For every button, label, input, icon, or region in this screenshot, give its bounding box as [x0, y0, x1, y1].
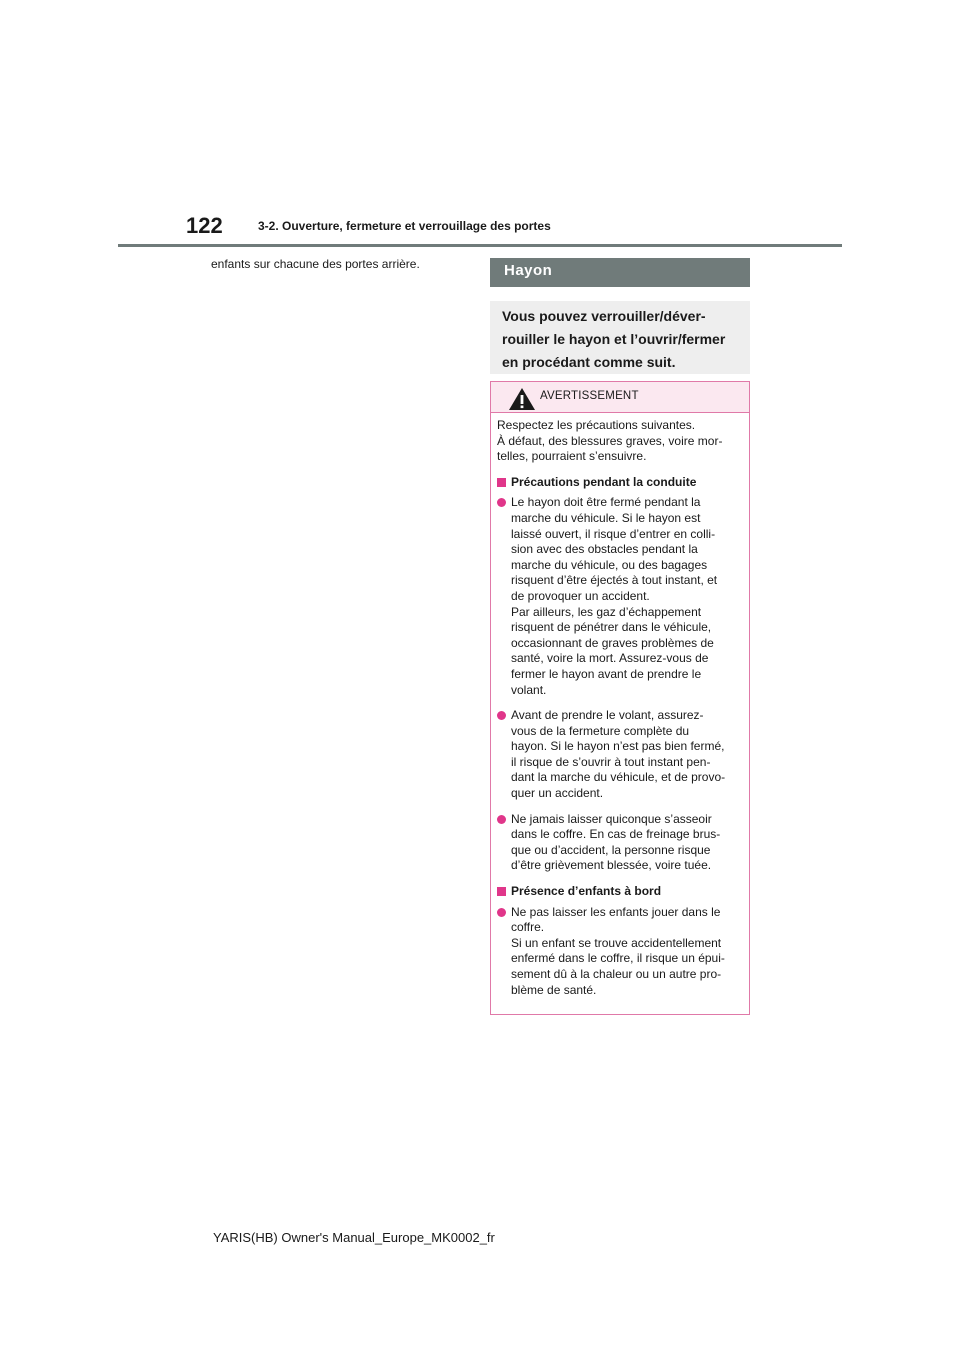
bullet-line: quer un accident.	[511, 786, 604, 801]
square-bullet-icon	[497, 887, 506, 896]
bullet-text	[511, 905, 743, 999]
subsection-heading	[497, 475, 743, 491]
bullet-line: de provoquer un accident.	[511, 588, 650, 603]
bullet-item	[497, 708, 743, 802]
hayon-heading: Hayon	[490, 258, 750, 287]
bullet-line: dans le coffre. En cas de freinage brus-	[511, 827, 721, 842]
bullet-text	[511, 812, 743, 874]
bullet-line: volant.	[511, 682, 547, 697]
bullet-line: hayon. Si le hayon n’est pas bien fermé,	[511, 739, 725, 754]
section-title: 3-2. Ouverture, fermeture et verrouillage des portes	[258, 219, 551, 233]
bullet-item	[497, 905, 743, 999]
bullet-line: occasionnant de graves problèmes de	[511, 635, 714, 650]
bullet-line: risquent d’être éjectés à tout instant, et	[511, 573, 718, 588]
intro-line: Vous pouvez verrouiller/déver-	[502, 308, 706, 324]
bullet-line: santé, voire la mort. Assurez-vous de	[511, 651, 709, 666]
footer-text: YARIS(HB) Owner's Manual_Europe_MK0002_fr	[213, 1230, 495, 1245]
bullet-line: marche du véhicule, ou des bagages	[511, 557, 708, 572]
bullet-item	[497, 495, 743, 698]
circle-bullet-icon	[497, 711, 506, 720]
warning-intro	[497, 418, 743, 465]
warning-intro-line: telles, pourraient s’ensuivre.	[497, 449, 647, 464]
intro-line: en procédant comme suit.	[502, 354, 676, 370]
bullet-line: Par ailleurs, les gaz d’échappement	[511, 604, 702, 619]
warning-header	[491, 382, 749, 413]
bullet-text	[511, 708, 743, 802]
page-number: 122	[186, 213, 223, 238]
bullet-line: Avant de prendre le volant, assurez-	[511, 708, 704, 723]
warning-title: AVERTISSEMENT	[540, 390, 639, 402]
circle-bullet-icon	[497, 908, 506, 917]
warning-triangle-icon	[508, 387, 536, 411]
warning-box	[490, 381, 750, 1015]
bullet-line: sement dû à la chaleur ou un autre pro-	[511, 967, 722, 981]
bullet-line: sion avec des obstacles pendant la	[511, 542, 698, 557]
intro-line: rouiller le hayon et l’ouvrir/fermer	[502, 331, 726, 347]
header-rule	[118, 244, 842, 247]
left-column-text: enfants sur chacune des portes arrière.	[211, 257, 420, 271]
bullet-line: marche du véhicule. Si le hayon est	[511, 510, 701, 525]
bullet-line: Si un enfant se trouve accidentellement	[511, 935, 722, 950]
bullet-line: que ou d’accident, la personne risque	[511, 842, 711, 857]
bullet-line: fermer le hayon avant de prendre le	[511, 666, 702, 681]
circle-bullet-icon	[497, 815, 506, 824]
bullet-line: blème de santé.	[511, 982, 597, 997]
bullet-line: laissé ouvert, il risque d’entrer en colli-	[511, 526, 716, 541]
bullet-line: coffre.	[511, 920, 545, 935]
bullet-line: Ne pas laisser les enfants jouer dans le	[511, 904, 721, 919]
bullet-item	[497, 812, 743, 874]
bullet-line: enfermé dans le coffre, il risque un épui-	[511, 951, 725, 966]
bullet-line: dant la marche du véhicule, et de provo-	[511, 770, 726, 785]
bullet-line: d’être grièvement blessée, voire tuée.	[511, 858, 712, 873]
warning-intro-line: Respectez les précautions suivantes.	[497, 418, 696, 432]
bullet-line: il risque de s’ouvrir à tout instant pen-	[511, 754, 711, 769]
circle-bullet-icon	[497, 498, 506, 507]
subsection-heading-text: Présence d’enfants à bord	[511, 884, 662, 899]
subsection-heading-text: Précautions pendant la conduite	[511, 474, 697, 489]
bullet-line: risquent de pénétrer dans le véhicule,	[511, 620, 712, 635]
subsection-heading	[497, 884, 743, 900]
bullet-text	[511, 495, 743, 698]
bullet-line: Le hayon doit être fermé pendant la	[511, 495, 701, 510]
square-bullet-icon	[497, 478, 506, 487]
warning-intro-line: À défaut, des blessures graves, voire mor-	[497, 433, 723, 448]
intro-box	[490, 301, 750, 374]
bullet-line: Ne jamais laisser quiconque s’asseoir	[511, 811, 712, 826]
bullet-line: vous de la fermeture complète du	[511, 723, 690, 738]
warning-body	[491, 413, 749, 998]
